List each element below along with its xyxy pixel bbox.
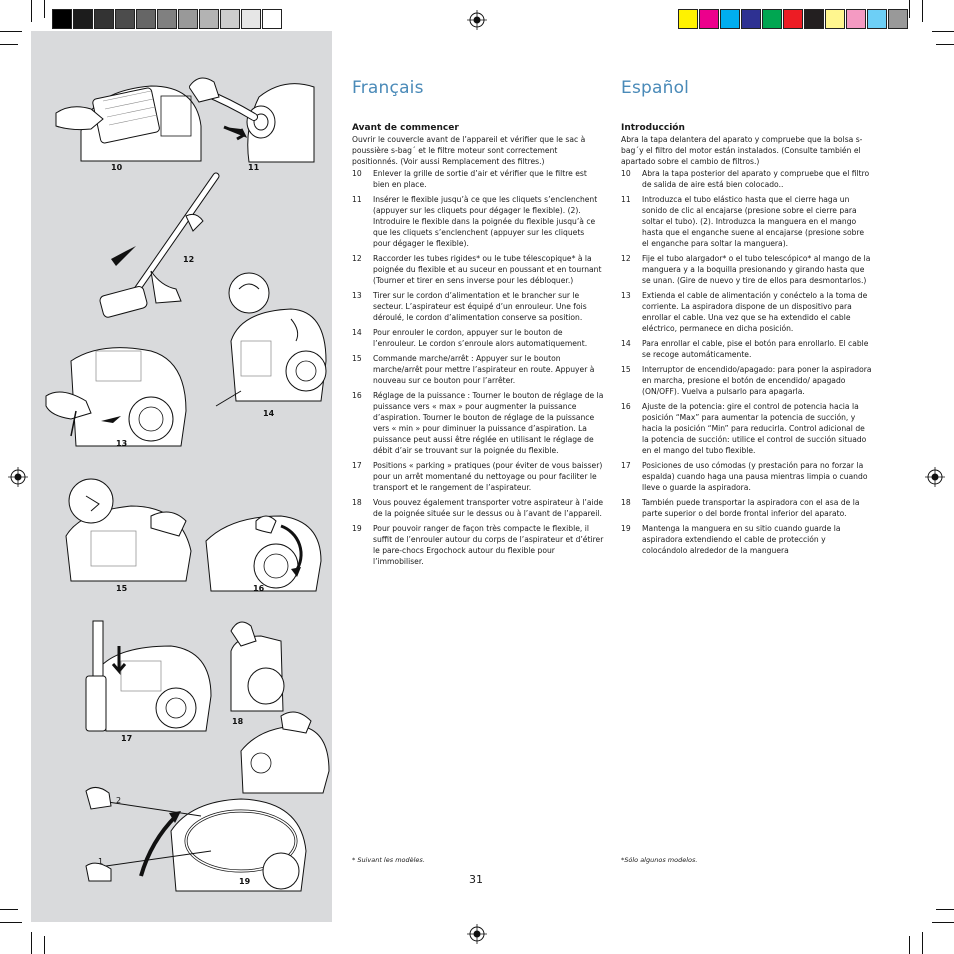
- spanish-intro: Abra la tapa delantera del aparato y compruebe que la bolsa s-bag´y el filtro del motor están instalados. (Consulte también el apartado sobre el cambio de filtros.): [621, 135, 863, 166]
- step-text: Tirer sur le cordon d’alimentation et le brancher sur le secteur. L’aspirateur est équipé d’un enrouleur. Une fois déroulé, le cordon d’alimentation conserve sa position.: [373, 291, 587, 322]
- color-swatch: [741, 9, 761, 29]
- figure-number: 18: [232, 717, 244, 726]
- step-item: [621, 253, 873, 286]
- french-column: [352, 78, 604, 571]
- step-text: Pour pouvoir ranger de façon très compacte le flexible, il suffit de l’enrouler autour du corps de l’aspirateur et d’étirer le pare-chocs Ergochock autour du flexible pour l’immobiliser.: [373, 524, 604, 566]
- step-text: Réglage de la puissance : Tourner le bouton de réglage de la puissance vers « max » pour augmenter la puissance d’aspiration. Tourner le bouton de réglage de la puissance vers « min » pour diminuer la puissance d’aspiration. La puissance peut aussi être réglée en utilisant le réglage de débit d’air se trouvant sur la poignée du flexible.: [373, 391, 604, 455]
- crop-mark: [936, 909, 954, 910]
- step-text: Vous pouvez également transporter votre aspirateur à l’aide de la poignée située sur le dessus ou à l’avant de l’appareil.: [373, 498, 604, 518]
- step-item: [621, 460, 873, 493]
- step-number: 11: [621, 195, 631, 204]
- spanish-steps: [621, 168, 873, 556]
- step-text: Introduzca el tubo elástico hasta que el cierre haga un sonido de clic al encajarse (presione sobre el cierre para soltar el tubo). (2). Introduzca la manguera en el mango hasta que el enganche suene al encajarse (presione sobre el enganche para soltar la manguera).: [642, 195, 865, 248]
- illustrations-panel: [31, 31, 332, 922]
- step-text: Abra la tapa posterior del aparato y compruebe que el filtro de salida de aire está bien colocado..: [642, 169, 870, 189]
- crop-mark: [31, 932, 32, 954]
- french-steps: [352, 168, 604, 567]
- step-item: [352, 523, 604, 567]
- crop-mark: [0, 31, 22, 32]
- step-text: También puede transportar la aspiradora con el asa de la parte superior o del borde frontal inferior del aparato.: [642, 498, 860, 518]
- registration-mark-icon: [925, 467, 945, 487]
- registration-mark-icon: [467, 10, 487, 30]
- step-item: [621, 168, 873, 190]
- step-item: [621, 497, 873, 519]
- step-number: 10: [621, 169, 631, 178]
- color-swatch: [888, 9, 908, 29]
- step-item: [352, 353, 604, 386]
- step-item: [621, 401, 873, 456]
- step-number: 15: [621, 365, 631, 374]
- color-swatch: [136, 9, 156, 29]
- color-swatch: [115, 9, 135, 29]
- crop-mark: [0, 909, 18, 910]
- step-number: 13: [352, 291, 362, 300]
- step-item: [621, 338, 873, 360]
- grayscale-calibration-bar: [52, 9, 283, 29]
- power-dial-illustration: [201, 501, 326, 596]
- step-item: [621, 290, 873, 334]
- figure-number: 11: [248, 163, 260, 172]
- step-item: [352, 460, 604, 493]
- spanish-title: Español: [621, 78, 690, 98]
- crop-mark: [922, 932, 923, 954]
- spanish-section-title: Introducción: [621, 123, 685, 133]
- step-number: 17: [352, 461, 362, 470]
- color-swatch: [762, 9, 782, 29]
- step-number: 14: [352, 328, 362, 337]
- figure-number: 17: [121, 734, 133, 743]
- step-number: 15: [352, 354, 362, 363]
- step-number: 16: [621, 402, 631, 411]
- color-swatch: [157, 9, 177, 29]
- step-number: 10: [352, 169, 362, 178]
- step-item: [352, 194, 604, 249]
- power-cord-illustration: [41, 341, 191, 451]
- crop-mark: [932, 922, 954, 923]
- color-swatch: [783, 9, 803, 29]
- step-number: 12: [352, 254, 362, 263]
- step-number: 16: [352, 391, 362, 400]
- page-number: 31: [469, 873, 483, 886]
- spanish-footnote: *Sólo algunos modelos.: [621, 856, 698, 864]
- color-swatch: [825, 9, 845, 29]
- color-swatch: [73, 9, 93, 29]
- color-swatch: [94, 9, 114, 29]
- step-text: Interruptor de encendido/apagado: para poner la aspiradora en marcha, presione el botón de encendido/ apagado (ON/OFF). Vuelva a pulsarlo para apagarla.: [642, 365, 872, 396]
- step-text: Raccorder les tubes rigides* ou le tube télescopique* à la poignée du flexible et au suceur en poussant et en tournant (Tourner et tirer en sens inverse pour les débloquer.): [373, 254, 602, 285]
- step-item: [352, 390, 604, 456]
- step-number: 19: [352, 524, 362, 533]
- step-item: [621, 194, 873, 249]
- crop-mark: [44, 936, 45, 954]
- step-text: Ajuste de la potencia: gire el control de potencia hacia la posición “Max” para aumentar la potencia de succión, y hacia la posición “Min” para reducirla. Control adicional de la potencia de succión: utilice el control de succión situado en el mango del tubo flexible.: [642, 402, 867, 455]
- figure-number: 13: [116, 439, 128, 448]
- crop-mark: [922, 0, 923, 22]
- registration-mark-icon: [467, 924, 487, 944]
- step-text: Pour enrouler le cordon, appuyer sur le bouton de l’enrouleur. Le cordon s’enroule alors automatiquement.: [373, 328, 588, 348]
- color-swatch: [220, 9, 240, 29]
- french-footnote: * Suivant les modèles.: [352, 856, 425, 864]
- color-swatch: [846, 9, 866, 29]
- crop-mark: [936, 44, 954, 45]
- step-number: 17: [621, 461, 631, 470]
- crop-mark: [44, 0, 45, 18]
- step-text: Commande marche/arrêt : Appuyer sur le bouton marche/arrêt pour mettre l’aspirateur en route. Appuyer à nouveau sur ce bouton pour l’arrêter.: [373, 354, 595, 385]
- vacuum-grille-illustration: [51, 71, 211, 171]
- figure-number: 14: [263, 409, 275, 418]
- figure-callout: 2: [116, 796, 122, 805]
- step-number: 14: [621, 339, 631, 348]
- parking-position-illustration: [61, 616, 221, 736]
- step-text: Enlever la grille de sortie d’air et vérifier que le filtre est bien en place.: [373, 169, 587, 189]
- step-item: [352, 497, 604, 519]
- color-swatch: [678, 9, 698, 29]
- color-swatch: [262, 9, 282, 29]
- color-swatch: [241, 9, 261, 29]
- french-intro: Ouvrir le couvercle avant de l’appareil et vérifier que le sac à poussière s-bag´ et le filtre moteur sont correctement positionnés. (Voir aussi Remplacement des filtres.): [352, 135, 586, 166]
- spanish-column: [621, 78, 873, 560]
- crop-mark: [0, 922, 22, 923]
- color-calibration-bar: [678, 9, 909, 29]
- step-item: [621, 364, 873, 397]
- crop-mark: [31, 0, 32, 22]
- figure-number: 16: [253, 584, 265, 593]
- figure-number: 10: [111, 163, 123, 172]
- step-number: 11: [352, 195, 362, 204]
- color-swatch: [52, 9, 72, 29]
- crop-mark: [909, 936, 910, 954]
- registration-mark-icon: [8, 467, 28, 487]
- step-item: [352, 327, 604, 349]
- color-swatch: [720, 9, 740, 29]
- step-number: 13: [621, 291, 631, 300]
- color-swatch: [867, 9, 887, 29]
- step-text: Para enrollar el cable, pise el botón para enrollarlo. El cable se recoge automáticamente.: [642, 339, 869, 359]
- step-number: 19: [621, 524, 631, 533]
- french-section-title: Avant de commencer: [352, 123, 459, 133]
- telescopic-tube-illustration: [91, 171, 231, 331]
- step-item: [352, 168, 604, 190]
- crop-mark: [932, 31, 954, 32]
- step-item: [621, 523, 873, 556]
- color-swatch: [699, 9, 719, 29]
- step-number: 18: [621, 498, 631, 507]
- figure-number: 19: [239, 877, 251, 886]
- step-text: Insérer le flexible jusqu’à ce que les cliquets s’enclenchent (appuyer sur les cliquets pour dégager le flexible). (2). Introduire le flexible dans la poignée du flexible jusqu’à ce que les cliquets s’enclenchent (appuyer sur les cliquets pour dégager le flexible).: [373, 195, 598, 248]
- color-swatch: [804, 9, 824, 29]
- step-text: Fije el tubo alargador* o el tubo telescópico* al mango de la manguera y a la boquilla presionando y girando hasta que se unan. (Gire de nuevo y tire de ellos para desmontarlos.): [642, 254, 871, 285]
- step-text: Posiciones de uso cómodas (y prestación para no forzar la espalda) cuando haga una pausa mientras limpia o cuando lleve o guarde la aspiradora.: [642, 461, 868, 492]
- crop-mark: [0, 44, 18, 45]
- carry-handle-illustration: [211, 611, 331, 796]
- step-text: Positions « parking » pratiques (pour éviter de vous baisser) pour un arrêt momentané du nettoyage ou pour faciliter le transport et le rangement de l’aspirateur.: [373, 461, 603, 492]
- step-text: Mantenga la manguera en su sitio cuando guarde la aspiradora extendiendo el cable de protección y colocándolo alrededor de la manguera: [642, 524, 841, 555]
- figure-number: 15: [116, 584, 128, 593]
- figure-callout: 1: [98, 857, 104, 866]
- step-item: [352, 290, 604, 323]
- on-off-button-illustration: [51, 476, 201, 586]
- hose-insert-illustration: [189, 67, 319, 167]
- step-text: Extienda el cable de alimentación y conéctelo a la toma de corriente. La aspiradora dispone de un dispositivo para enrollar el cable. Una vez que se ha extendido el cable eléctrico, permanece en dicha posición.: [642, 291, 868, 333]
- crop-mark: [909, 0, 910, 18]
- cord-rewind-illustration: [211, 271, 331, 421]
- step-number: 18: [352, 498, 362, 507]
- figure-number: 12: [183, 255, 195, 264]
- color-swatch: [199, 9, 219, 29]
- color-swatch: [178, 9, 198, 29]
- step-number: 12: [621, 254, 631, 263]
- step-item: [352, 253, 604, 286]
- french-title: Français: [352, 78, 424, 98]
